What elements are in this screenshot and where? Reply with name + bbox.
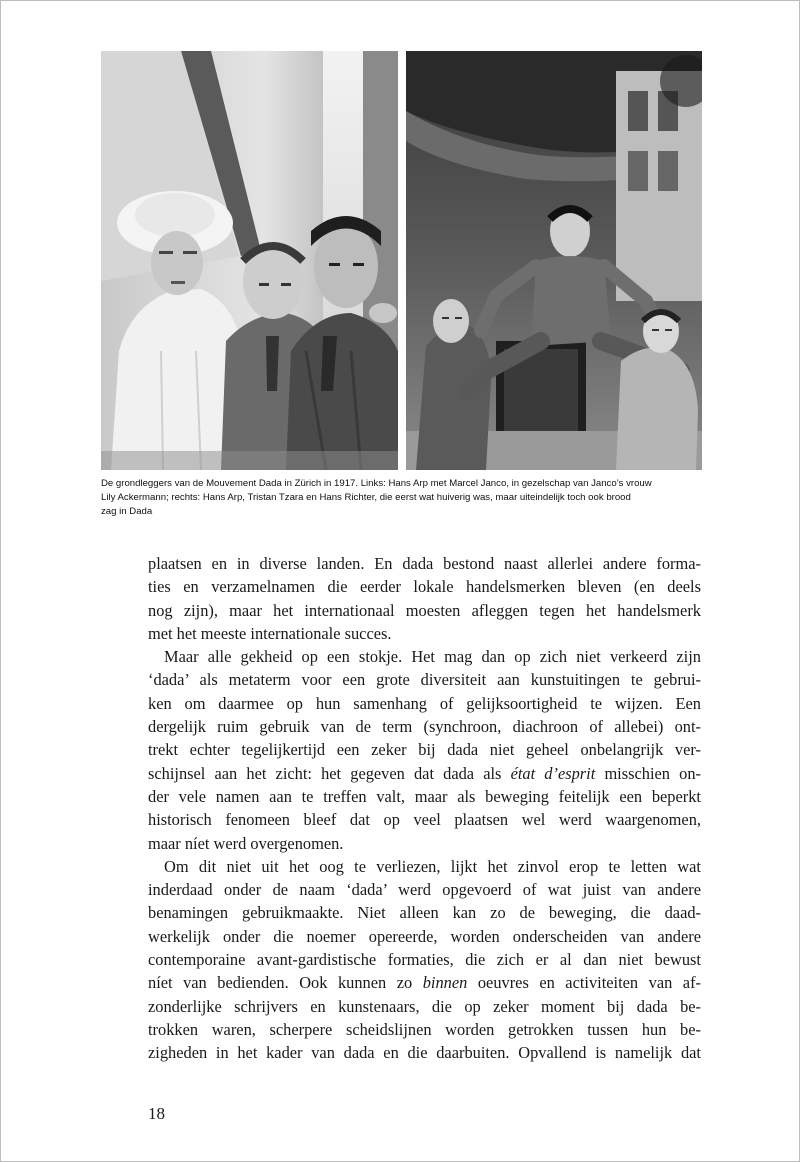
text-line: ken om daarmee op hun samenhang of gelijksoortigheid te wijzen. Een bbox=[148, 693, 701, 713]
figure-caption bbox=[101, 477, 707, 519]
text-line: nog zijn), maar het internationaal moesten afleggen tegen het handelsmerk bbox=[148, 600, 701, 620]
caption-line: zag in Dada bbox=[101, 506, 153, 517]
photo-right-image bbox=[406, 51, 702, 470]
italic-phrase: état d’esprit bbox=[510, 763, 596, 783]
italic-word: binnen bbox=[422, 973, 468, 993]
text-line: plaatsen en in diverse landen. En dada bestond naast allerlei andere forma- bbox=[148, 554, 701, 573]
text-line bbox=[148, 971, 701, 994]
text-line: benamingen gebruikmaakte. Niet alleen kan zo de beweging, die daad- bbox=[148, 903, 701, 923]
body-text bbox=[148, 552, 701, 1065]
text-line: dergelijk ruim gebruik van de term (synchroon, diachroon of allebei) ont- bbox=[148, 717, 701, 737]
page-number: 18 bbox=[148, 1104, 165, 1123]
text-line: Om dit niet uit het oog te verliezen, lijkt het zinvol erop te letten wat bbox=[164, 856, 701, 876]
text-segment: misschien on- bbox=[604, 763, 701, 783]
text-line: met het meeste internationale succes. bbox=[148, 623, 392, 643]
text-line: historisch fenomeen bleef dat op veel plaatsen wel werd waargenomen, bbox=[148, 810, 701, 830]
text-line: ‘dada’ als metaterm voor een grote diversiteit aan kunstuitingen te gebrui- bbox=[148, 670, 701, 690]
text-line: trekt echter tegelijkertijd een zeker bij dada niet geheel onbelangrijk ver- bbox=[148, 740, 701, 760]
text-line: zonderlijke schrijvers en kunstenaars, die op zeker moment bij dada be- bbox=[148, 996, 701, 1016]
text-line: contemporaine avant-gardistische formaties, die zich er al dan niet bewust bbox=[148, 950, 701, 970]
text-segment: oeuvres en activiteiten van af- bbox=[477, 973, 701, 993]
text-line: maar níet werd overgenomen. bbox=[148, 833, 344, 853]
caption-line: De grondleggers van de Mouvement Dada in Zürich in 1917. Links: Hans Arp met Marcel Janco, in gezelschap van Janco’s vrouw bbox=[101, 478, 652, 489]
text-segment: níet van bedienden. Ook kunnen zo bbox=[148, 973, 413, 993]
photo-spread bbox=[101, 51, 702, 470]
caption-line: Lily Ackermann; rechts: Hans Arp, Tristan Tzara en Hans Richter, die eerst wat huiverig was, maar uiteindelijk toch ook brood bbox=[101, 492, 631, 503]
text-line: Maar alle gekheid op een stokje. Het mag dan op zich niet verkeerd zijn bbox=[164, 647, 701, 667]
text-segment: schijnsel aan het zicht: het gegeven dat dada als bbox=[148, 763, 502, 783]
text-line: ties en verzamelnamen die eerder lokale handelsmerken bleven (en deels bbox=[148, 577, 701, 597]
photo-left bbox=[101, 51, 398, 470]
photo-right bbox=[406, 51, 702, 470]
text-line: werkelijk onder die noemer opereerde, worden onderscheiden van andere bbox=[148, 926, 701, 946]
text-line bbox=[148, 762, 701, 785]
text-line: zigheden in het kader van dada en die daarbuiten. Opvallend is namelijk dat bbox=[148, 1043, 701, 1063]
text-line: der vele namen aan te treffen valt, maar als beweging feitelijk een beperkt bbox=[148, 786, 701, 806]
text-line: trokken waren, scherpere scheidslijnen worden getrokken tussen hun be- bbox=[148, 1019, 701, 1039]
photo-left-image bbox=[101, 51, 398, 470]
text-line: inderdaad onder de naam ‘dada’ werd opgevoerd of wat juist van andere bbox=[148, 880, 701, 900]
